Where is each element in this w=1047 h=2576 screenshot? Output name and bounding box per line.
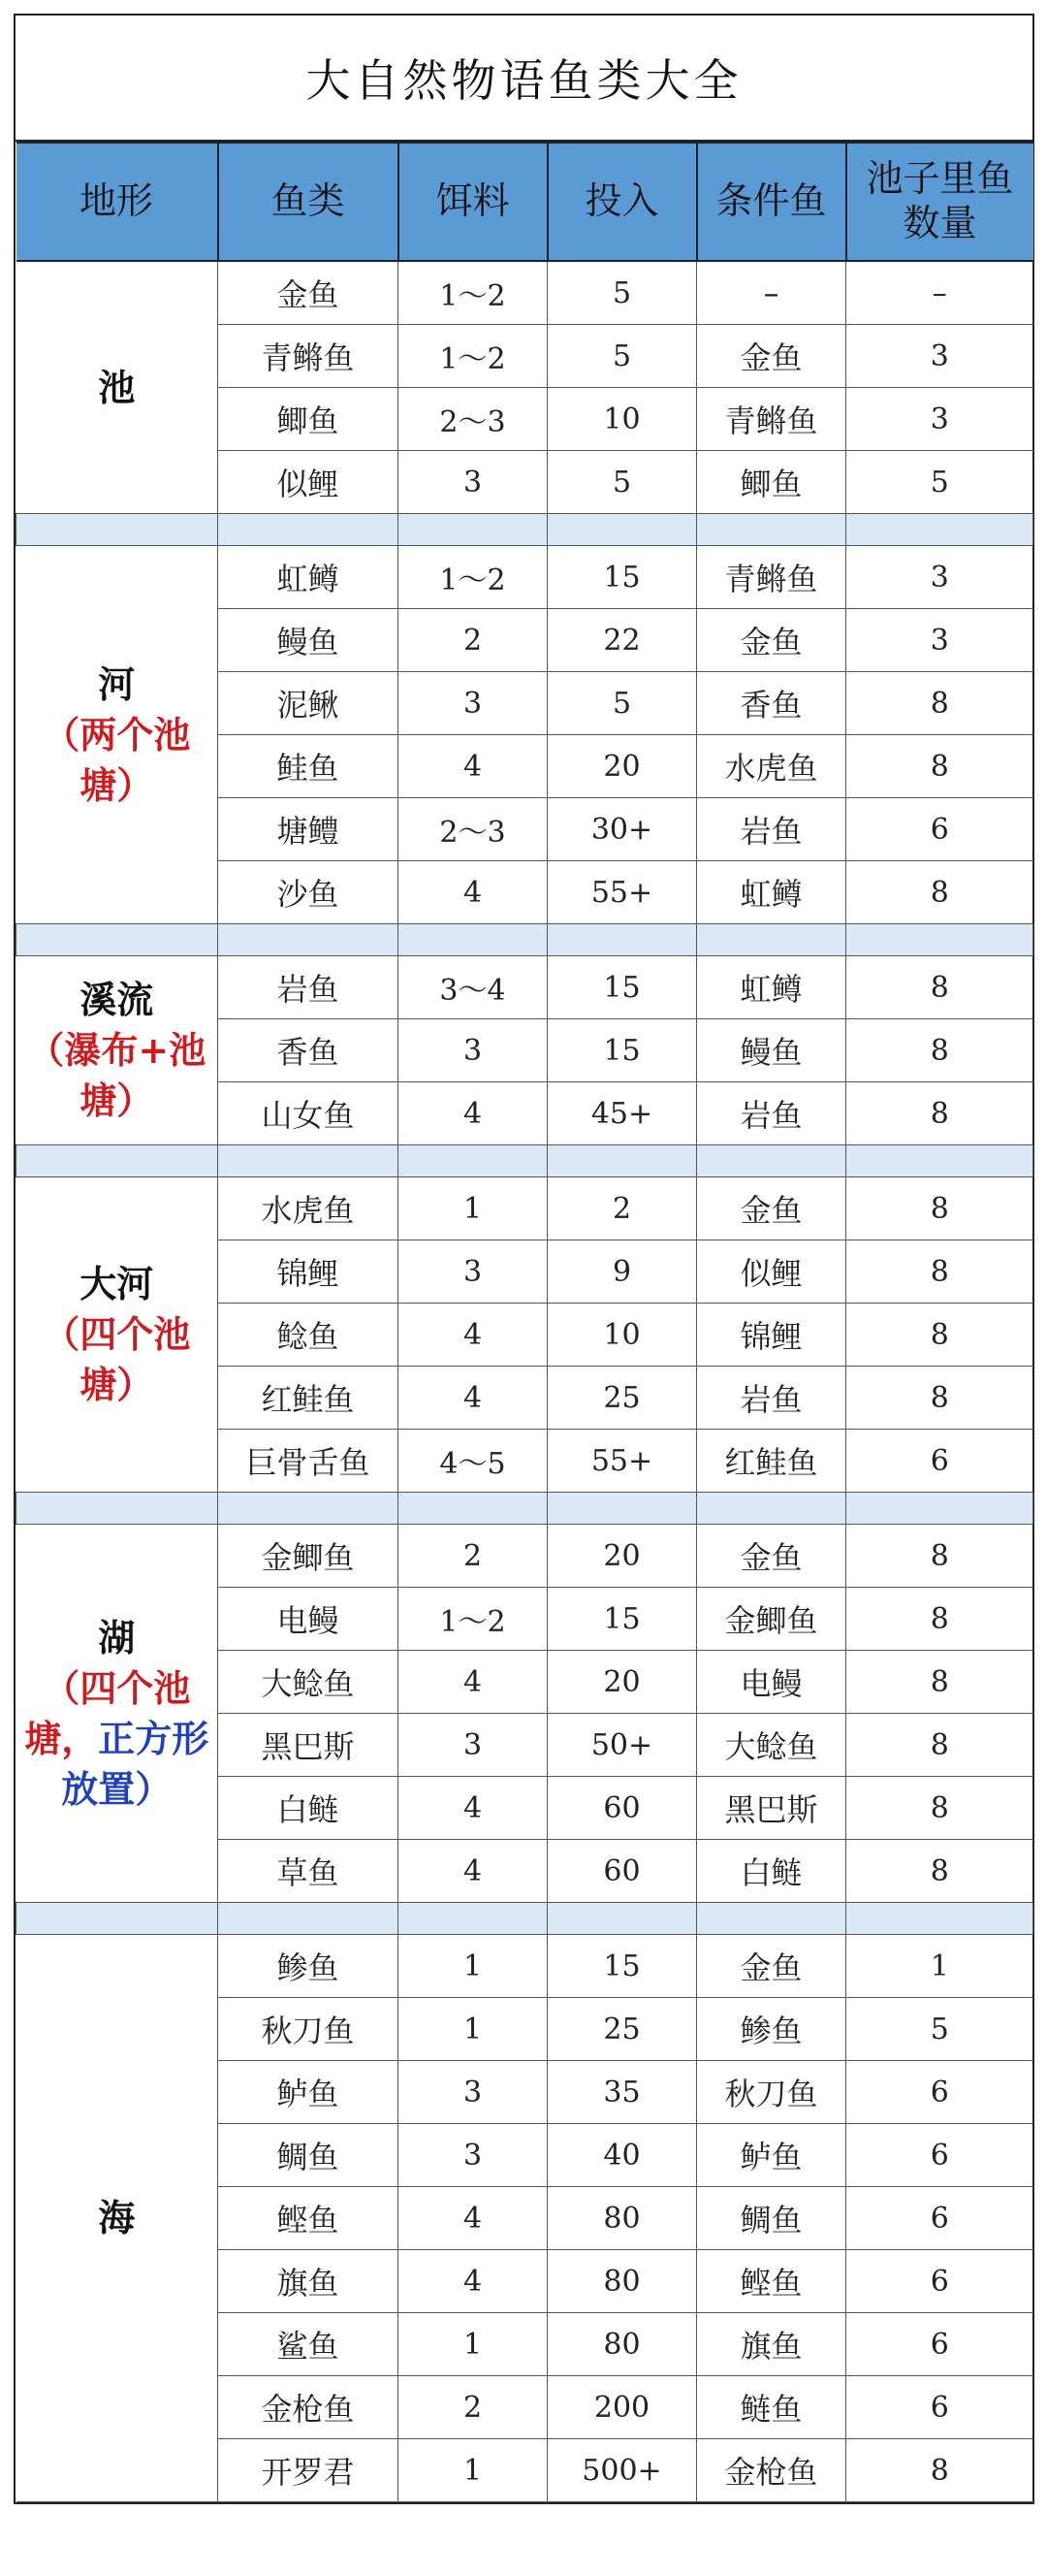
- pond-count-cell: 8: [846, 672, 1033, 735]
- bait-cell: 4: [398, 2250, 548, 2313]
- pond-count-cell: 8: [846, 861, 1033, 924]
- pond-count-cell: 8: [846, 956, 1033, 1019]
- terrain-note: （两个池塘）: [43, 713, 191, 807]
- pond-count-cell: 8: [846, 1588, 1033, 1651]
- pond-count-cell: 6: [846, 2124, 1033, 2187]
- bait-cell: 3: [398, 672, 548, 735]
- bait-cell: 3: [398, 2061, 548, 2124]
- separator-cell: [398, 1493, 548, 1525]
- input-cell: 35: [548, 2061, 697, 2124]
- bait-cell: 3: [398, 1019, 548, 1082]
- input-cell: 25: [548, 1367, 697, 1430]
- pond-count-cell: 6: [846, 2187, 1033, 2250]
- terrain-name: 海: [98, 2197, 136, 2239]
- group-separator-row: [16, 514, 1033, 546]
- input-cell: 50+: [548, 1714, 697, 1777]
- fish-name-cell: 金枪鱼: [218, 2376, 398, 2439]
- fish-name-cell: 巨骨舌鱼: [218, 1430, 398, 1493]
- terrain-cell: [16, 1525, 218, 1903]
- terrain-name: 河: [98, 662, 136, 706]
- pond-count-cell: 8: [846, 1304, 1033, 1367]
- bait-cell: 1: [398, 2313, 548, 2376]
- separator-cell: [16, 1145, 218, 1177]
- separator-cell: [548, 924, 697, 956]
- condition-fish-cell: 香鱼: [697, 672, 846, 735]
- condition-fish-cell: 白鲢: [697, 1840, 846, 1903]
- fish-name-cell: 草鱼: [218, 1840, 398, 1903]
- condition-fish-cell: 黑巴斯: [697, 1777, 846, 1840]
- pond-count-cell: 8: [846, 1367, 1033, 1430]
- header-terrain: 地形: [16, 143, 218, 261]
- terrain-note: （四个池塘）: [43, 1313, 191, 1406]
- pond-count-cell: 3: [846, 609, 1033, 672]
- fish-name-cell: 鲨鱼: [218, 2313, 398, 2376]
- separator-cell: [398, 1903, 548, 1935]
- bait-cell: 1～2: [398, 261, 548, 325]
- pond-count-cell: 6: [846, 1430, 1033, 1493]
- pond-count-cell: 8: [846, 1177, 1033, 1240]
- pond-count-cell: 6: [846, 2061, 1033, 2124]
- input-cell: 15: [548, 956, 697, 1019]
- input-cell: 80: [548, 2187, 697, 2250]
- table-row: [16, 1525, 1033, 1588]
- fish-name-cell: 青鳉鱼: [218, 325, 398, 388]
- fish-name-cell: 鲹鱼: [218, 1935, 398, 1998]
- condition-fish-cell: 红鲑鱼: [697, 1430, 846, 1493]
- condition-fish-cell: 鲫鱼: [697, 451, 846, 514]
- separator-cell: [218, 1903, 398, 1935]
- separator-cell: [846, 514, 1033, 546]
- bait-cell: 4: [398, 1840, 548, 1903]
- separator-cell: [697, 514, 846, 546]
- bait-cell: 1: [398, 1935, 548, 1998]
- fish-name-cell: 金鱼: [218, 261, 398, 325]
- pond-count-cell: 3: [846, 546, 1033, 609]
- group-separator-row: [16, 1903, 1033, 1935]
- pond-count-cell: 6: [846, 2313, 1033, 2376]
- fish-name-cell: 鲑鱼: [218, 735, 398, 798]
- header-pond-count: [846, 143, 1033, 261]
- fish-name-cell: 黑巴斯: [218, 1714, 398, 1777]
- header-bait: 饵料: [398, 143, 548, 261]
- bait-cell: 2: [398, 1525, 548, 1588]
- group-separator-row: [16, 924, 1033, 956]
- pond-count-cell: 6: [846, 2250, 1033, 2313]
- bait-cell: 4: [398, 735, 548, 798]
- input-cell: 9: [548, 1240, 697, 1304]
- input-cell: 30+: [548, 798, 697, 861]
- fish-name-cell: 秋刀鱼: [218, 1998, 398, 2061]
- bait-cell: 1: [398, 2439, 548, 2502]
- bait-cell: 4: [398, 1304, 548, 1367]
- table-row: [16, 546, 1033, 609]
- terrain-cell: [16, 1935, 218, 2502]
- condition-fish-cell: 鲢鱼: [697, 2376, 846, 2439]
- condition-fish-cell: 锦鲤: [697, 1304, 846, 1367]
- separator-cell: [16, 1903, 218, 1935]
- condition-fish-cell: 秋刀鱼: [697, 2061, 846, 2124]
- condition-fish-cell: 金鱼: [697, 325, 846, 388]
- input-cell: 20: [548, 735, 697, 798]
- separator-cell: [548, 514, 697, 546]
- input-cell: 22: [548, 609, 697, 672]
- separator-cell: [16, 924, 218, 956]
- bait-cell: 4: [398, 1777, 548, 1840]
- fish-name-cell: 大鲶鱼: [218, 1651, 398, 1714]
- header-pond-count-line2: 数量: [903, 202, 977, 244]
- fish-table-sheet: [14, 14, 1034, 2504]
- separator-cell: [548, 1903, 697, 1935]
- fish-name-cell: 泥鳅: [218, 672, 398, 735]
- fish-name-cell: 金鲫鱼: [218, 1525, 398, 1588]
- bait-cell: 1: [398, 1177, 548, 1240]
- bait-cell: 3: [398, 1714, 548, 1777]
- bait-cell: 2～3: [398, 388, 548, 451]
- input-cell: 15: [548, 1588, 697, 1651]
- table-row: [16, 1177, 1033, 1240]
- separator-cell: [548, 1493, 697, 1525]
- input-cell: 200: [548, 2376, 697, 2439]
- header-condition-fish: 条件鱼: [697, 143, 846, 261]
- condition-fish-cell: 岩鱼: [697, 1082, 846, 1145]
- condition-fish-cell: 似鲤: [697, 1240, 846, 1304]
- separator-cell: [16, 514, 218, 546]
- separator-cell: [846, 1903, 1033, 1935]
- separator-cell: [846, 1493, 1033, 1525]
- input-cell: 20: [548, 1525, 697, 1588]
- fish-name-cell: 旗鱼: [218, 2250, 398, 2313]
- bait-cell: 2: [398, 2376, 548, 2439]
- table-body: [16, 261, 1033, 2502]
- condition-fish-cell: 电鳗: [697, 1651, 846, 1714]
- condition-fish-cell: 鲷鱼: [697, 2187, 846, 2250]
- fish-name-cell: 鲶鱼: [218, 1304, 398, 1367]
- pond-count-cell: 5: [846, 451, 1033, 514]
- pond-count-cell: 8: [846, 1019, 1033, 1082]
- fish-name-cell: 鲣鱼: [218, 2187, 398, 2250]
- pond-count-cell: 8: [846, 2439, 1033, 2502]
- fish-name-cell: 开罗君: [218, 2439, 398, 2502]
- table-row: [16, 261, 1033, 325]
- fish-table: [16, 142, 1033, 2502]
- terrain-cell: [16, 1177, 218, 1493]
- input-cell: 60: [548, 1840, 697, 1903]
- header-pond-count-line1: 池子里鱼: [866, 157, 1014, 201]
- terrain-note-blue: 正方形放置）: [61, 1717, 209, 1811]
- fish-name-cell: 鲷鱼: [218, 2124, 398, 2187]
- separator-cell: [218, 1145, 398, 1177]
- input-cell: 55+: [548, 1430, 697, 1493]
- condition-fish-cell: 鳗鱼: [697, 1019, 846, 1082]
- terrain-name: 池: [98, 366, 136, 409]
- pond-count-cell: 8: [846, 1777, 1033, 1840]
- condition-fish-cell: 金枪鱼: [697, 2439, 846, 2502]
- bait-cell: 4: [398, 861, 548, 924]
- bait-cell: 2～3: [398, 798, 548, 861]
- separator-cell: [398, 1145, 548, 1177]
- bait-cell: 4～5: [398, 1430, 548, 1493]
- condition-fish-cell: 大鲶鱼: [697, 1714, 846, 1777]
- condition-fish-cell: 金鱼: [697, 1525, 846, 1588]
- condition-fish-cell: 金鲫鱼: [697, 1588, 846, 1651]
- input-cell: 5: [548, 451, 697, 514]
- bait-cell: 3: [398, 2124, 548, 2187]
- input-cell: 10: [548, 388, 697, 451]
- input-cell: 60: [548, 1777, 697, 1840]
- bait-cell: 1～2: [398, 546, 548, 609]
- pond-count-cell: 8: [846, 1240, 1033, 1304]
- condition-fish-cell: 岩鱼: [697, 798, 846, 861]
- fish-name-cell: 鳗鱼: [218, 609, 398, 672]
- fish-name-cell: 白鲢: [218, 1777, 398, 1840]
- input-cell: 80: [548, 2313, 697, 2376]
- terrain-cell: [16, 546, 218, 924]
- terrain-note-red: （四个池塘，: [24, 1666, 191, 1760]
- separator-cell: [218, 1493, 398, 1525]
- condition-fish-cell: 鲣鱼: [697, 2250, 846, 2313]
- separator-cell: [846, 924, 1033, 956]
- pond-count-cell: 8: [846, 1525, 1033, 1588]
- separator-cell: [398, 514, 548, 546]
- condition-fish-cell: 虹鳟: [697, 956, 846, 1019]
- input-cell: 5: [548, 325, 697, 388]
- separator-cell: [218, 924, 398, 956]
- bait-cell: 3～4: [398, 956, 548, 1019]
- table-row: [16, 956, 1033, 1019]
- pond-count-cell: 8: [846, 1840, 1033, 1903]
- separator-cell: [697, 1903, 846, 1935]
- input-cell: 45+: [548, 1082, 697, 1145]
- input-cell: 500+: [548, 2439, 697, 2502]
- group-separator-row: [16, 1493, 1033, 1525]
- table-title: 大自然物语鱼类大全: [16, 16, 1032, 142]
- bait-cell: 3: [398, 451, 548, 514]
- condition-fish-cell: 金鱼: [697, 1935, 846, 1998]
- pond-count-cell: 3: [846, 388, 1033, 451]
- pond-count-cell: 5: [846, 1998, 1033, 2061]
- fish-name-cell: 香鱼: [218, 1019, 398, 1082]
- terrain-name: 湖: [98, 1616, 136, 1659]
- separator-cell: [697, 1145, 846, 1177]
- input-cell: 2: [548, 1177, 697, 1240]
- terrain-cell: [16, 261, 218, 514]
- terrain-note: （瀑布+池塘）: [27, 1029, 206, 1122]
- fish-name-cell: 山女鱼: [218, 1082, 398, 1145]
- bait-cell: 4: [398, 1651, 548, 1714]
- terrain-name: 溪流: [79, 979, 154, 1021]
- condition-fish-cell: 青鳉鱼: [697, 388, 846, 451]
- condition-fish-cell: 鲹鱼: [697, 1998, 846, 2061]
- separator-cell: [218, 514, 398, 546]
- bait-cell: 2: [398, 609, 548, 672]
- input-cell: 40: [548, 2124, 697, 2187]
- header-row: [16, 143, 1033, 261]
- pond-count-cell: 8: [846, 1082, 1033, 1145]
- input-cell: 5: [548, 672, 697, 735]
- condition-fish-cell: 金鱼: [697, 609, 846, 672]
- bait-cell: 4: [398, 2187, 548, 2250]
- separator-cell: [697, 1493, 846, 1525]
- table-row: [16, 1935, 1033, 1998]
- fish-name-cell: 沙鱼: [218, 861, 398, 924]
- fish-name-cell: 锦鲤: [218, 1240, 398, 1304]
- fish-name-cell: 水虎鱼: [218, 1177, 398, 1240]
- pond-count-cell: 6: [846, 798, 1033, 861]
- fish-name-cell: 电鳗: [218, 1588, 398, 1651]
- group-separator-row: [16, 1145, 1033, 1177]
- fish-name-cell: 岩鱼: [218, 956, 398, 1019]
- bait-cell: 4: [398, 1367, 548, 1430]
- condition-fish-cell: 虹鳟: [697, 861, 846, 924]
- condition-fish-cell: 岩鱼: [697, 1367, 846, 1430]
- pond-count-cell: 8: [846, 735, 1033, 798]
- input-cell: 5: [548, 261, 697, 325]
- condition-fish-cell: –: [697, 261, 846, 325]
- header-input: 投入: [548, 143, 697, 261]
- pond-count-cell: 3: [846, 325, 1033, 388]
- terrain-name: 大河: [79, 1263, 154, 1305]
- input-cell: 20: [548, 1651, 697, 1714]
- condition-fish-cell: 金鱼: [697, 1177, 846, 1240]
- pond-count-cell: –: [846, 261, 1033, 325]
- pond-count-cell: 1: [846, 1935, 1033, 1998]
- input-cell: 80: [548, 2250, 697, 2313]
- input-cell: 10: [548, 1304, 697, 1367]
- pond-count-cell: 8: [846, 1714, 1033, 1777]
- bait-cell: 1～2: [398, 1588, 548, 1651]
- bait-cell: 4: [398, 1082, 548, 1145]
- fish-name-cell: 鲈鱼: [218, 2061, 398, 2124]
- input-cell: 15: [548, 1019, 697, 1082]
- condition-fish-cell: 青鳉鱼: [697, 546, 846, 609]
- bait-cell: 1～2: [398, 325, 548, 388]
- bait-cell: 1: [398, 1998, 548, 2061]
- pond-count-cell: 6: [846, 2376, 1033, 2439]
- input-cell: 25: [548, 1998, 697, 2061]
- fish-name-cell: 似鲤: [218, 451, 398, 514]
- separator-cell: [697, 924, 846, 956]
- header-fish: 鱼类: [218, 143, 398, 261]
- terrain-note: [16, 1663, 218, 1815]
- input-cell: 15: [548, 1935, 697, 1998]
- condition-fish-cell: 水虎鱼: [697, 735, 846, 798]
- bait-cell: 3: [398, 1240, 548, 1304]
- input-cell: 15: [548, 546, 697, 609]
- fish-name-cell: 鲫鱼: [218, 388, 398, 451]
- fish-name-cell: 塘鳢: [218, 798, 398, 861]
- separator-cell: [398, 924, 548, 956]
- fish-name-cell: 虹鳟: [218, 546, 398, 609]
- terrain-cell: [16, 956, 218, 1145]
- separator-cell: [548, 1145, 697, 1177]
- condition-fish-cell: 旗鱼: [697, 2313, 846, 2376]
- separator-cell: [846, 1145, 1033, 1177]
- input-cell: 55+: [548, 861, 697, 924]
- fish-name-cell: 红鲑鱼: [218, 1367, 398, 1430]
- pond-count-cell: 8: [846, 1651, 1033, 1714]
- separator-cell: [16, 1493, 218, 1525]
- condition-fish-cell: 鲈鱼: [697, 2124, 846, 2187]
